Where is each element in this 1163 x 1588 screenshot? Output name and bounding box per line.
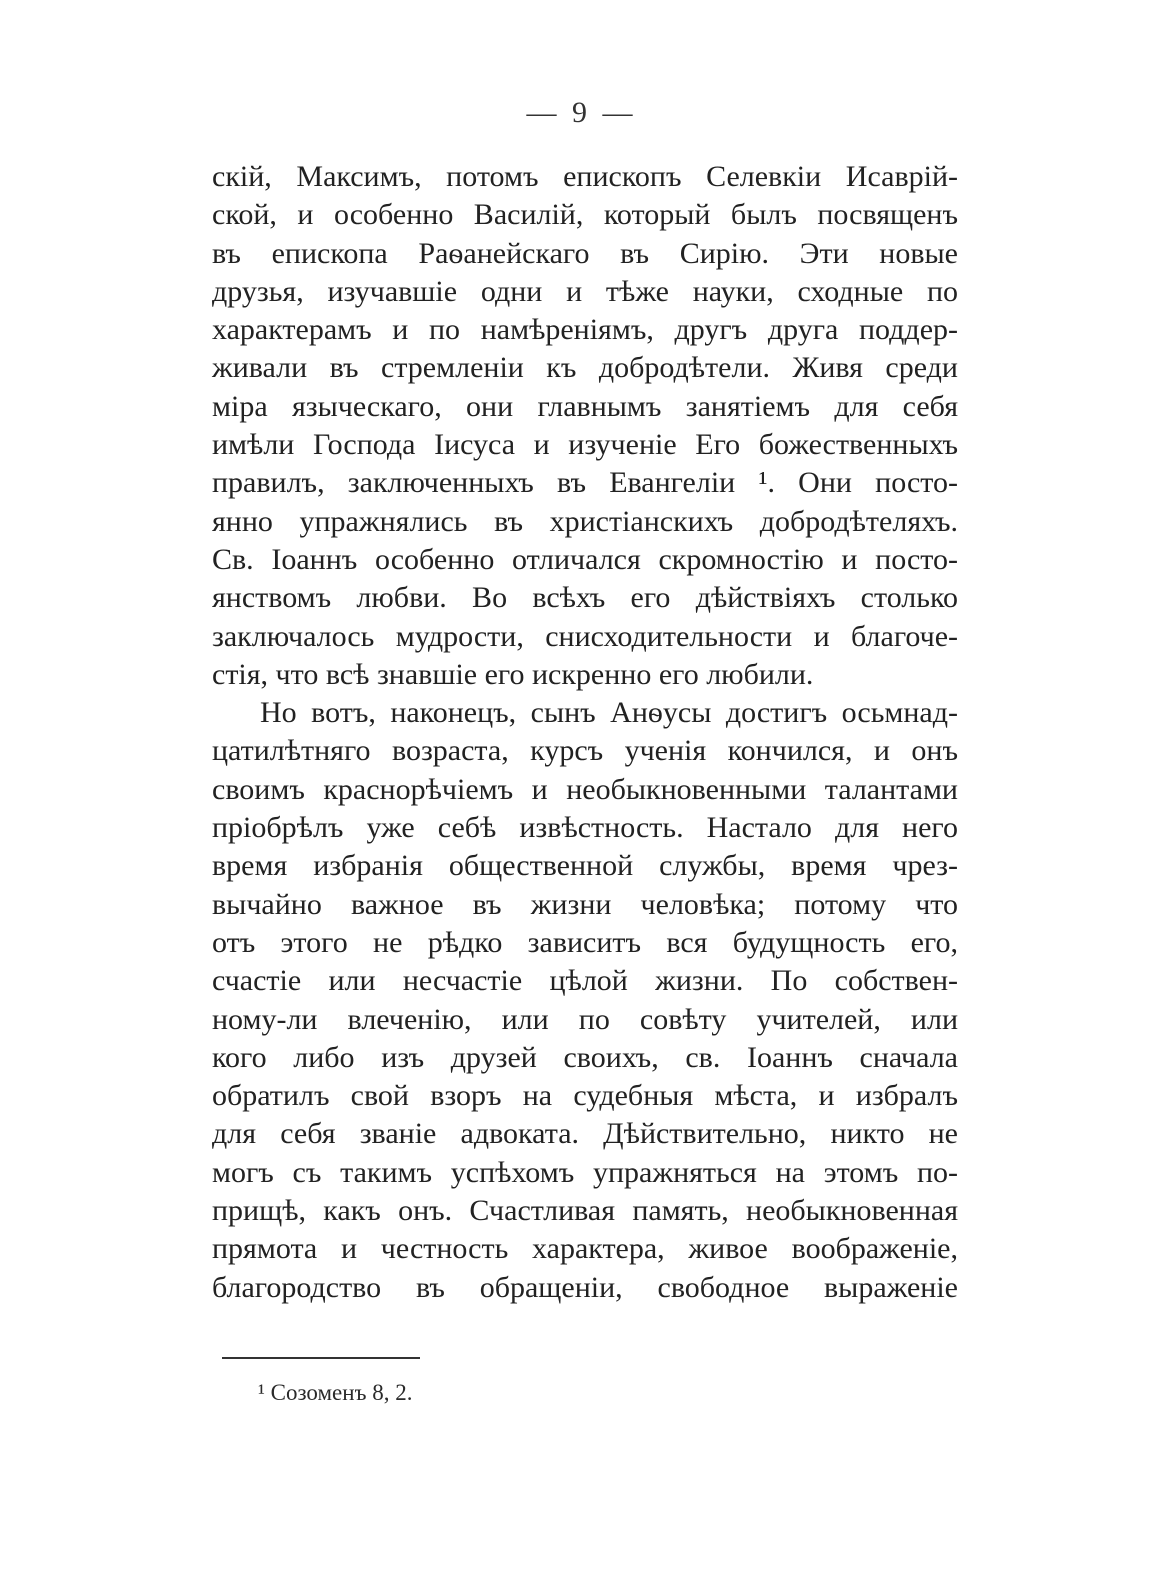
text-line: пріобрѣлъ уже себѣ извѣстность. Настало для него xyxy=(212,811,958,845)
text-line: имѣли Господа Іисуса и изученіе Его божественныхъ xyxy=(212,428,958,462)
text-line: кого либо изъ друзей своихъ, св. Іоаннъ сначала xyxy=(212,1040,958,1074)
text-line: заключалось мудрости, снисходительности и благоче- xyxy=(212,619,958,653)
text-line: правилъ, заключенныхъ въ Евангеліи ¹. Они посто- xyxy=(212,466,958,500)
text-line: характерамъ и по намѣреніямъ, другъ друга поддер- xyxy=(212,313,958,347)
text-line: обратилъ свой взоръ на судебныя мѣста, и избралъ xyxy=(212,1079,958,1113)
text-line: міра языческаго, они главнымъ занятіемъ для себя xyxy=(212,389,958,423)
text-line: Но вотъ, наконецъ, сынъ Анѳусы достигъ осьмнад- xyxy=(260,696,958,730)
text-line: цатилѣтняго возраста, курсъ ученія кончился, и онъ xyxy=(212,734,958,768)
text-line: Св. Іоаннъ особенно отличался скромностію и посто- xyxy=(212,542,958,576)
text-line: янствомъ любви. Во всѣхъ его дѣйствіяхъ столько xyxy=(212,581,958,615)
text-line: для себя званіе адвоката. Дѣйствительно, никто не xyxy=(212,1117,958,1151)
text-line: прищѣ, какъ онъ. Счастливая память, необыкновенная xyxy=(212,1194,958,1228)
text-line: своимъ краснорѣчіемъ и необыкновенными талантами xyxy=(212,772,958,806)
text-line: могъ съ такимъ успѣхомъ упражняться на этомъ по- xyxy=(212,1155,958,1189)
text-line: благородство въ обращеніи, свободное выраженіе xyxy=(212,1270,958,1304)
page-number: — 9 — xyxy=(526,96,637,129)
text-line: счастіе или несчастіе цѣлой жизни. По собствен- xyxy=(212,964,958,998)
text-line: въ епископа Раѳанейскаго въ Сирію. Эти новые xyxy=(212,236,958,270)
text-line: стія, что всѣ знавшіе его искренно его любили. xyxy=(212,657,814,691)
footnote-divider xyxy=(222,1357,420,1359)
body-text xyxy=(212,158,958,1307)
footnote: ¹ Созоменъ 8, 2. xyxy=(258,1380,413,1405)
text-line: ской, и особенно Василій, который былъ посвященъ xyxy=(212,198,958,232)
text-line: друзья, изучавшіе одни и тѣже науки, сходные по xyxy=(212,274,958,308)
text-line: вычайно важное въ жизни человѣка; потому что xyxy=(212,887,958,921)
text-line: живали въ стремленіи къ добродѣтели. Живя среди xyxy=(212,351,958,385)
text-line: ному-ли влеченію, или по совѣту учителей, или xyxy=(212,1002,958,1036)
text-line: отъ этого не рѣдко зависитъ вся будущность его, xyxy=(212,925,958,959)
text-line: скій, Максимъ, потомъ епископъ Селевкіи Исаврій- xyxy=(212,160,958,193)
text-line: прямота и честность характера, живое воображеніе, xyxy=(212,1232,958,1266)
text-line: янно упражнялись въ христіанскихъ добродѣтеляхъ. xyxy=(212,504,958,538)
text-line: время избранія общественной службы, время чрез- xyxy=(212,849,958,883)
